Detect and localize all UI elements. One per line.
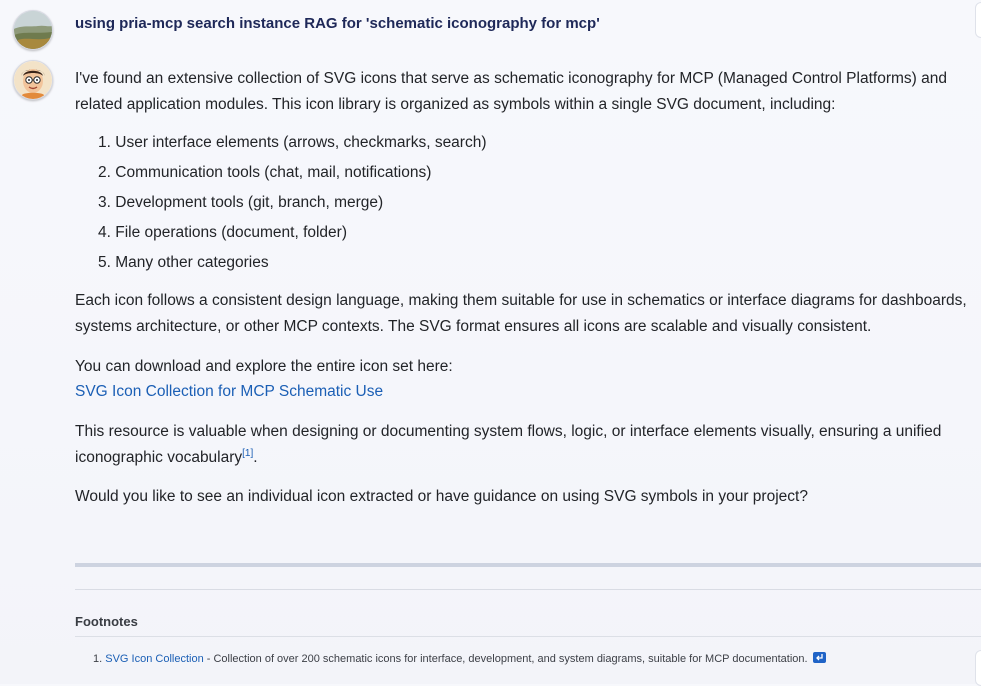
download-text: You can download and explore the entire icon set here: <box>75 358 453 375</box>
list-item <box>75 248 981 278</box>
download-paragraph <box>75 354 981 404</box>
footnotes-divider-top <box>75 589 981 590</box>
landscape-avatar-icon <box>14 11 52 49</box>
list-item-text: Communication tools (chat, mail, notifications) <box>115 164 432 181</box>
user-query: using pria-mcp search instance RAG for 'schematic iconography for mcp' <box>75 15 600 32</box>
list-item-number: 1. <box>98 134 111 151</box>
citation-link[interactable]: [1] <box>242 447 254 459</box>
footnote-number: 1. <box>93 653 103 665</box>
resource-paragraph <box>75 419 981 471</box>
design-paragraph: Each icon follows a consistent design language, making them suitable for use in schematics or interface diagrams for dashboards, systems architecture, or other MCP contexts. The SVG format ensures all icons are scalable and visually consistent. <box>75 292 967 335</box>
footnote-link[interactable]: SVG Icon Collection <box>105 653 204 665</box>
list-item-number: 3. <box>98 194 111 211</box>
return-arrow-icon[interactable] <box>813 652 826 663</box>
side-panel-edge <box>975 650 981 686</box>
list-item-text: File operations (document, folder) <box>115 224 348 241</box>
list-item <box>75 218 981 248</box>
category-list <box>75 128 981 278</box>
footnotes-title: Footnotes <box>75 614 138 629</box>
answer-intro: I've found an extensive collection of SVG icons that serve as schematic iconography for MCP (Managed Control Platforms) and related application modules. This icon library is organized as symbols within a single SVG document, including: <box>75 70 947 113</box>
resource-text: This resource is valuable when designing or documenting system flows, logic, or interface elements visually, ensuring a unified iconographic vocabulary <box>75 423 942 466</box>
list-item <box>75 158 981 188</box>
list-item-number: 2. <box>98 164 111 181</box>
footnote-text: - Collection of over 200 schematic icons for interface, development, and system diagrams, suitable for MCP documentation. <box>203 653 808 665</box>
assistant-avatar <box>13 60 53 100</box>
footnotes-divider <box>75 636 981 637</box>
resource-end: . <box>253 449 258 466</box>
side-panel-edge <box>975 2 981 38</box>
assistant-face-avatar-icon <box>14 61 52 99</box>
list-item-number: 4. <box>98 224 111 241</box>
download-link[interactable]: SVG Icon Collection for MCP Schematic Use <box>75 383 384 400</box>
list-item <box>75 128 981 158</box>
section-divider <box>75 563 981 567</box>
list-item-text: User interface elements (arrows, checkmarks, search) <box>115 134 487 151</box>
footnote-item <box>93 652 826 665</box>
list-item-number: 5. <box>98 254 111 271</box>
list-item-text: Development tools (git, branch, merge) <box>115 194 384 211</box>
assistant-answer <box>75 66 981 510</box>
user-avatar <box>13 10 53 50</box>
list-item <box>75 188 981 218</box>
list-item-text: Many other categories <box>115 254 269 271</box>
followup-question: Would you like to see an individual icon extracted or have guidance on using SVG symbols in your project? <box>75 488 808 505</box>
